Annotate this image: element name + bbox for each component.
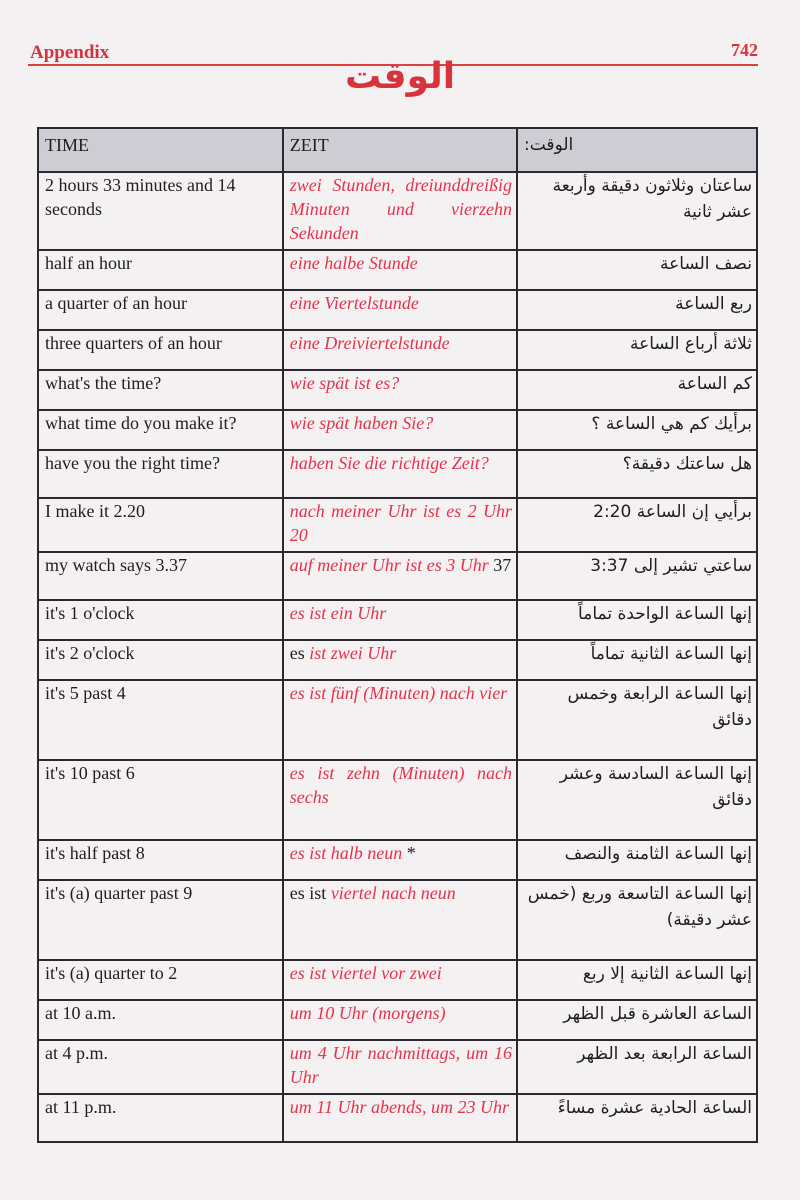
german-phrase [283, 840, 517, 880]
table-row [38, 290, 757, 330]
arabic-phrase: الساعة الحادية عشرة مساءً [517, 1094, 757, 1142]
table-row [38, 680, 757, 760]
german-plain-text: 37 [493, 555, 512, 575]
german-phrase [283, 330, 517, 370]
german-text: ist zwei Uhr [309, 643, 397, 663]
table-body [38, 172, 757, 1142]
header-arabic: الوقت: [517, 128, 757, 172]
german-phrase [283, 960, 517, 1000]
english-phrase: have you the right time? [38, 450, 283, 498]
english-phrase: it's 5 past 4 [38, 680, 283, 760]
german-phrase [283, 498, 517, 552]
english-phrase: what's the time? [38, 370, 283, 410]
table-row [38, 840, 757, 880]
german-text: eine halbe Stunde [289, 253, 418, 273]
table-row [38, 1000, 757, 1040]
german-text: auf meiner Uhr ist es 3 Uhr [289, 555, 489, 575]
table-row [38, 760, 757, 840]
english-phrase: it's (a) quarter past 9 [38, 880, 283, 960]
german-text: viertel nach neun [330, 883, 456, 903]
german-text: wie spät haben Sie? [289, 413, 434, 433]
english-phrase: my watch says 3.37 [38, 552, 283, 600]
table-row [38, 880, 757, 960]
german-text: es ist zehn (Minuten) nach sechs [289, 763, 513, 807]
header-zeit: ZEIT [283, 128, 517, 172]
german-phrase [283, 1094, 517, 1142]
arabic-phrase: إنها الساعة الثانية إلا ربع [517, 960, 757, 1000]
german-text: um 4 Uhr nachmittags, um 16 Uhr [289, 1043, 513, 1087]
arabic-phrase: ساعتي تشير إلى 3:37 [517, 552, 757, 600]
german-text: eine Viertelstunde [289, 293, 419, 313]
table-header-row [38, 128, 757, 172]
german-phrase [283, 880, 517, 960]
arabic-phrase: إنها الساعة الرابعة وخمس دقائق [517, 680, 757, 760]
english-phrase: at 4 p.m. [38, 1040, 283, 1094]
german-text: um 11 Uhr abends, um 23 Uhr [289, 1097, 509, 1117]
german-text: es ist fünf (Minuten) nach vier [289, 683, 508, 703]
table-row [38, 370, 757, 410]
english-phrase: three quarters of an hour [38, 330, 283, 370]
german-phrase [283, 410, 517, 450]
german-text: haben Sie die richtige Zeit? [289, 453, 489, 473]
arabic-phrase: الساعة العاشرة قبل الظهر [517, 1000, 757, 1040]
english-phrase: a quarter of an hour [38, 290, 283, 330]
german-plain-text: es ist [289, 883, 327, 903]
table-row [38, 410, 757, 450]
arabic-phrase: نصف الساعة [517, 250, 757, 290]
german-phrase [283, 290, 517, 330]
arabic-phrase: إنها الساعة التاسعة وربع (خمس عشر دقيقة) [517, 880, 757, 960]
german-phrase [283, 760, 517, 840]
german-phrase [283, 552, 517, 600]
table-row [38, 498, 757, 552]
german-plain-text: * [406, 843, 416, 863]
english-phrase: it's (a) quarter to 2 [38, 960, 283, 1000]
vocabulary-table [37, 127, 758, 1143]
german-phrase [283, 370, 517, 410]
german-plain-text: es [289, 643, 305, 663]
table-row [38, 450, 757, 498]
arabic-phrase: إنها الساعة الثانية تماماً [517, 640, 757, 680]
arabic-phrase: ثلاثة أرباع الساعة [517, 330, 757, 370]
german-text: wie spät ist es? [289, 373, 400, 393]
page-title: الوقت [344, 56, 456, 97]
german-phrase [283, 250, 517, 290]
header-time: TIME [38, 128, 283, 172]
arabic-phrase: ربع الساعة [517, 290, 757, 330]
english-phrase: 2 hours 33 minutes and 14 seconds [38, 172, 283, 250]
german-text: zwei Stunden, dreiunddreißig Minuten und vierzehn Sekunden [289, 175, 513, 243]
arabic-phrase: هل ساعتك دقيقة؟ [517, 450, 757, 498]
table-row [38, 552, 757, 600]
german-text: nach meiner Uhr ist es 2 Uhr 20 [289, 501, 513, 545]
arabic-phrase: برأيي إن الساعة 2:20 [517, 498, 757, 552]
section-label: Appendix [30, 42, 110, 63]
arabic-phrase: إنها الساعة السادسة وعشر دقائق [517, 760, 757, 840]
german-text: eine Dreiviertelstunde [289, 333, 450, 353]
table-row [38, 250, 757, 290]
arabic-phrase: الساعة الرابعة بعد الظهر [517, 1040, 757, 1094]
table-row [38, 960, 757, 1000]
english-phrase: it's 10 past 6 [38, 760, 283, 840]
german-phrase [283, 450, 517, 498]
english-phrase: at 10 a.m. [38, 1000, 283, 1040]
arabic-phrase: إنها الساعة الواحدة تماماً [517, 600, 757, 640]
table-row [38, 172, 757, 250]
english-phrase: it's half past 8 [38, 840, 283, 880]
english-phrase: it's 2 o'clock [38, 640, 283, 680]
arabic-phrase: كم الساعة [517, 370, 757, 410]
arabic-phrase: برأيك كم هي الساعة ؟ [517, 410, 757, 450]
german-phrase [283, 600, 517, 640]
english-phrase: at 11 p.m. [38, 1094, 283, 1142]
german-phrase [283, 640, 517, 680]
english-phrase: what time do you make it? [38, 410, 283, 450]
german-text: es ist ein Uhr [289, 603, 387, 623]
table-row [38, 330, 757, 370]
german-phrase [283, 1000, 517, 1040]
german-text: es ist viertel vor zwei [289, 963, 442, 983]
english-phrase: it's 1 o'clock [38, 600, 283, 640]
table-row [38, 1094, 757, 1142]
german-phrase [283, 172, 517, 250]
table-row [38, 1040, 757, 1094]
english-phrase: I make it 2.20 [38, 498, 283, 552]
table-row [38, 640, 757, 680]
german-phrase [283, 1040, 517, 1094]
english-phrase: half an hour [38, 250, 283, 290]
arabic-phrase: ساعتان وثلاثون دقيقة وأربعة عشر ثانية [517, 172, 757, 250]
arabic-phrase: إنها الساعة الثامنة والنصف [517, 840, 757, 880]
german-text: es ist halb neun [289, 843, 403, 863]
german-text: um 10 Uhr (morgens) [289, 1003, 446, 1023]
page-number: 742 [731, 40, 758, 60]
german-phrase [283, 680, 517, 760]
table-row [38, 600, 757, 640]
